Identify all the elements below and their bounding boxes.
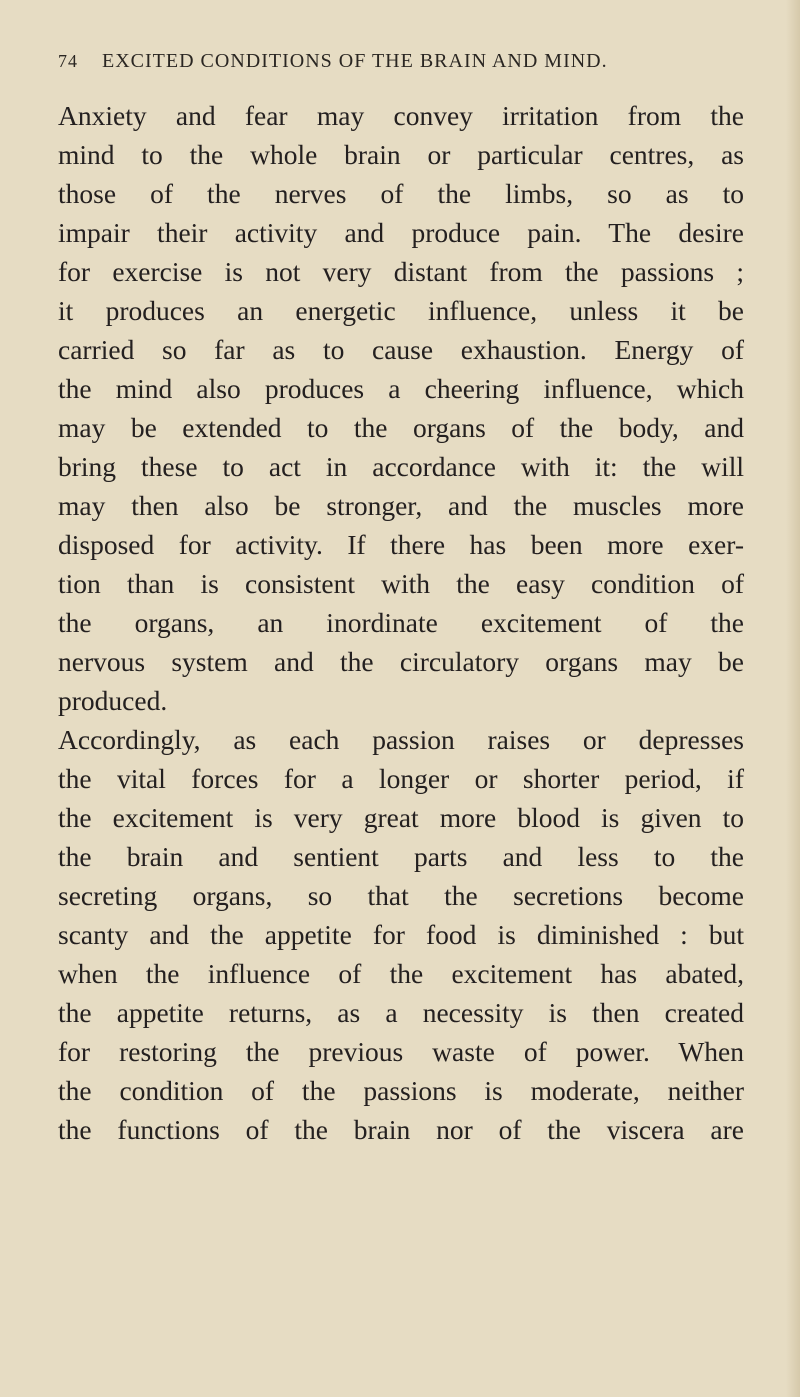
text-line: the appetite returns, as a necessity is then created xyxy=(58,997,744,1028)
text-line: the organs, an inordinate excitement of the xyxy=(58,607,744,638)
page-edge-shadow xyxy=(786,0,800,1397)
text-line: the excitement is very great more blood is given to xyxy=(58,802,744,833)
text-line: for exercise is not very distant from the passions ; xyxy=(58,256,744,287)
text-line: impair their activity and produce pain. The desire xyxy=(58,217,744,248)
text-line: secreting organs, so that the secretions become xyxy=(58,880,744,911)
text-line: those of the nerves of the limbs, so as to xyxy=(58,178,744,209)
running-title: EXCITED CONDITIONS OF THE BRAIN AND MIND. xyxy=(102,50,608,72)
text-line: carried so far as to cause exhaustion. Energy of xyxy=(58,334,744,365)
text-line: for restoring the previous waste of power. When xyxy=(58,1036,744,1067)
body-text xyxy=(58,96,744,1149)
running-head xyxy=(58,50,748,80)
text-line: the functions of the brain nor of the viscera are xyxy=(58,1114,744,1145)
text-line: the brain and sentient parts and less to the xyxy=(58,841,744,872)
page-number: 74 xyxy=(58,51,78,71)
text-line: mind to the whole brain or particular centres, as xyxy=(58,139,744,170)
text-line: it produces an energetic influence, unless it be xyxy=(58,295,744,326)
text-line: the vital forces for a longer or shorter period, if xyxy=(58,763,744,794)
text-line: nervous system and the circulatory organs may be xyxy=(58,646,744,677)
text-line: bring these to act in accordance with it: the will xyxy=(58,451,744,482)
text-line: produced. xyxy=(58,685,168,716)
text-line: Accordingly, as each passion raises or depresses xyxy=(58,724,744,755)
text-line: tion than is consistent with the easy condition of xyxy=(58,568,744,599)
text-line: Anxiety and fear may convey irritation from the xyxy=(58,100,744,131)
text-line: disposed for activity. If there has been more exer- xyxy=(58,529,744,560)
text-line: the mind also produces a cheering influence, which xyxy=(58,373,744,404)
text-line: may be extended to the organs of the body, and xyxy=(58,412,744,443)
text-line: the condition of the passions is moderate, neither xyxy=(58,1075,744,1106)
text-line: scanty and the appetite for food is diminished : but xyxy=(58,919,744,950)
text-line: when the influence of the excitement has abated, xyxy=(58,958,744,989)
text-line: may then also be stronger, and the muscles more xyxy=(58,490,744,521)
